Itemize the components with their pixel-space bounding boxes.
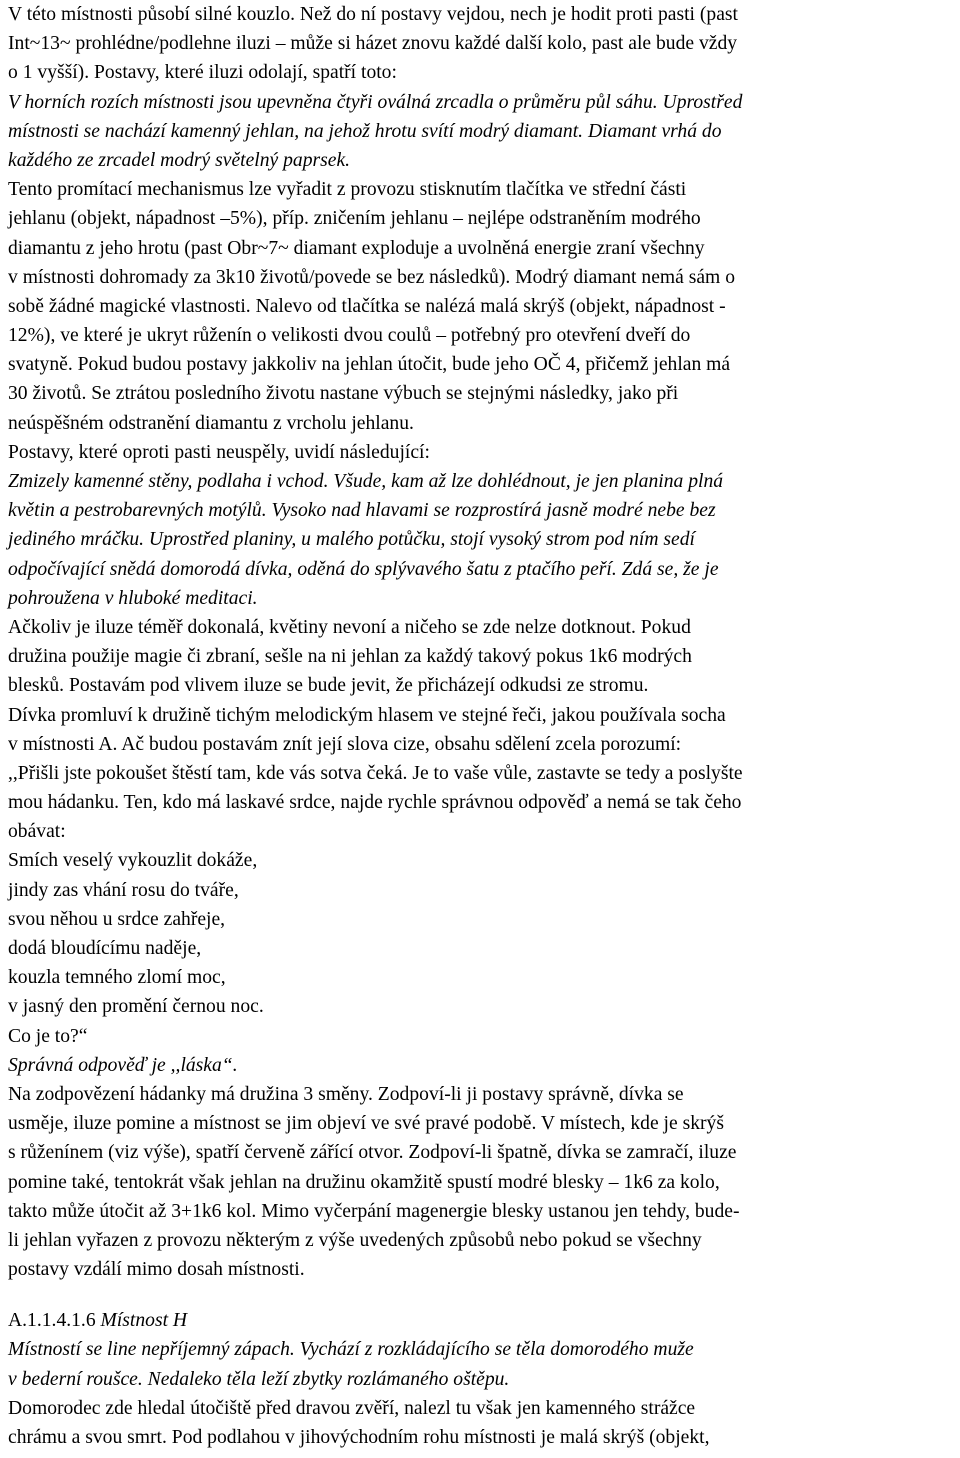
body-text: Smích veselý vykouzlit dokáže,: [8, 850, 258, 872]
text-line: [8, 29, 952, 58]
text-line: [8, 934, 952, 963]
text-line: [8, 409, 952, 438]
text-line: [8, 438, 952, 467]
body-text: takto může útočit až 3+1k6 kol. Mimo vyčerpání magenergie blesky ustanou jen tehdy, bude-: [8, 1200, 740, 1222]
text-line: [8, 467, 952, 496]
text-line: [8, 321, 952, 350]
text-line: [8, 496, 952, 525]
body-text: jindy zas vhání rosu do tváře,: [8, 879, 239, 901]
body-text: blesků. Postavám pod vlivem iluze se bude jevit, že přicházejí odkudsi ze stromu.: [8, 675, 649, 697]
italic-text: místnosti se nachází kamenný jehlan, na jehož hrotu svítí modrý diamant.: [8, 120, 584, 142]
body-text: Int~13~ prohlédne/podlehne iluzi – může si házet znovu každé další kolo, past ale bude vždy: [8, 33, 738, 55]
text-line: [8, 905, 952, 934]
text-line: [8, 1109, 952, 1138]
body-text: 30 životů. Se ztrátou posledního životu nastane výbuch se stejnými následky, jako při: [8, 383, 679, 405]
text-line: [8, 992, 952, 1021]
body-text: chrámu a svou smrt. Pod podlahou v jihovýchodním rohu místnosti je malá skrýš (objekt,: [8, 1427, 710, 1448]
body-text: postavy vzdálí mimo dosah místnosti.: [8, 1259, 305, 1281]
text-line: [8, 525, 952, 554]
text-line: [8, 292, 952, 321]
text-line: [8, 759, 952, 788]
text-line: [8, 58, 952, 87]
text-line: [8, 1080, 952, 1109]
body-text: družina použije magie či zbraní, sešle na ni jehlan za každý takový pokus 1k6 modrých: [8, 646, 692, 668]
body-text: v jasný den promění černou noc.: [8, 996, 264, 1018]
italic-text: Místností se line nepříjemný zápach. Vychází z rozkládajícího se těla domorodého muže: [8, 1339, 694, 1361]
body-text: dodá bloudícímu naděje,: [8, 938, 202, 959]
text-line: [8, 1365, 952, 1394]
text-line: [8, 876, 952, 905]
body-text: Postavy, které oproti pasti neuspěly, uvidí následující:: [8, 441, 430, 463]
text-line: [8, 788, 952, 817]
italic-text: Správná odpověď je ,,láska“.: [8, 1054, 238, 1076]
body-text: v místnosti A. Ač budou postavám znít její slova cize, obsahu sdělení zcela porozumí:: [8, 733, 682, 755]
body-text: neúspěšném odstranění diamantu z vrcholu jehlanu.: [8, 412, 414, 434]
body-text: li jehlan vyřazen z provozu některým z výše uvedených způsobů nebo pokud se všechny: [8, 1229, 702, 1251]
text-line: [8, 263, 952, 292]
italic-text: květin a pestrobarevných motýlů. Vysoko nad hlavami se rozprostírá jasně modré nebe bez: [8, 500, 716, 522]
body-text: A.1.1.4.1.6: [8, 1310, 101, 1332]
body-text: o 1 vyšší). Postavy, které iluzi odolají, spatří toto:: [8, 62, 397, 84]
body-text: kouzla temného zlomí moc,: [8, 967, 226, 989]
text-line: [8, 555, 952, 584]
text-line: [8, 1197, 952, 1226]
text-line: [8, 1226, 952, 1255]
body-text: mou hádanku. Ten, kdo má laskavé srdce, najde rychle správnou odpověď a nemá se tak čeho: [8, 792, 742, 814]
italic-text: jediného mráčku. Uprostřed planiny, u malého potůčku, stojí vysoký strom pod ním sedí: [8, 529, 695, 551]
text-line: [8, 117, 952, 146]
text-line: [8, 146, 952, 175]
text-line: [8, 730, 952, 759]
text-line: [8, 88, 952, 117]
text-line: [8, 1022, 952, 1051]
text-line: [8, 1423, 952, 1452]
text-line: [8, 350, 952, 379]
text-line: [8, 613, 952, 642]
italic-text: odpočívající snědá domorodá dívka, oděná do splývavého šatu z ptačího peří. Zdá se, že je: [8, 558, 719, 580]
italic-text: každého ze zrcadel modrý světelný paprsek.: [8, 149, 351, 171]
body-text: usměje, iluze pomine a místnost se jim objeví ve své pravé podobě. V místech, kde je skrýš: [8, 1113, 724, 1135]
body-text: v místnosti dohromady za 3k10 životů/povede se bez následků). Modrý diamant nemá sám o: [8, 266, 735, 288]
body-text: Ačkoliv je iluze téměř dokonalá, květiny nevoní a ničeho se zde nelze dotknout. Pokud: [8, 616, 691, 638]
body-text: Na zodpovězení hádanky má družina 3 směny. Zodpoví-li ji postavy správně, dívka se: [8, 1083, 684, 1105]
body-text: obávat:: [8, 821, 66, 843]
text-line: [8, 671, 952, 700]
body-text: svou něhou u srdce zahřeje,: [8, 908, 226, 930]
text-line: [8, 1051, 952, 1080]
text-line: [8, 379, 952, 408]
text-line: [8, 701, 952, 730]
body-text: pomine také, tentokrát však jehlan na družinu okamžitě spustí modré blesky – 1k6 za kolo,: [8, 1171, 720, 1193]
italic-text: Zmizely kamenné stěny, podlaha i vchod. Všude, kam až lze dohlédnout, je jen planina plná: [8, 471, 724, 492]
text-line: [8, 1255, 952, 1284]
text-line: [8, 817, 952, 846]
text-line: [8, 204, 952, 233]
body-text: Tento promítací mechanismus lze vyřadit z provozu stisknutím tlačítka ve střední části: [8, 179, 687, 201]
body-text: V této místnosti působí silné kouzlo. Než do ní postavy vejdou, nech je hodit proti pasti (past: [8, 4, 738, 25]
text-line: [8, 0, 952, 29]
text-line: [8, 846, 952, 875]
body-text: sobě žádné magické vlastnosti. Nalevo od tlačítka se nalézá malá skrýš (objekt, nápadnost -: [8, 295, 726, 317]
body-text: Dívka promluví k družině tichým melodickým hlasem ve stejné řeči, jakou používala socha: [8, 704, 726, 726]
italic-text: v bederní roušce. Nedaleko těla leží zbytky rozlámaného oštěpu.: [8, 1368, 510, 1390]
italic-text: Uprostřed: [657, 91, 743, 113]
text-line: [8, 234, 952, 263]
text-line: [8, 1168, 952, 1197]
text-line: [8, 1394, 952, 1423]
paragraph-gap: [8, 1284, 952, 1306]
text-line: [8, 1335, 952, 1364]
body-text: ,,Přišli jste pokoušet štěstí tam, kde vás sotva čeká. Je to vaše vůle, zastavte se tedy a poslyšte: [8, 762, 743, 784]
text-line: [8, 642, 952, 671]
text-line: [8, 175, 952, 204]
body-text: diamantu z jeho hrotu (past Obr~7~ diamant exploduje a uvolněná energie zraní všechny: [8, 237, 705, 259]
italic-text: V horních rozích místnosti jsou upevněna čtyři oválná zrcadla o průměru půl sáhu.: [8, 91, 658, 113]
italic-text: pohroužena v hluboké meditaci.: [8, 587, 258, 609]
body-text: jehlanu (objekt, nápadnost –5%), příp. zničením jehlanu – nejlépe odstraněním modrého: [8, 208, 701, 230]
text-line: [8, 963, 952, 992]
body-text: 12%), ve které je ukryt růženín o velikosti dvou coulů – potřebný pro otevření dveří do: [8, 325, 691, 347]
body-text: Co je to?“: [8, 1025, 88, 1047]
italic-text: Diamant vrhá do: [583, 120, 722, 142]
text-line: [8, 1306, 952, 1335]
body-text: s růženínem (viz výše), spatří červeně zářící otvor. Zodpoví-li špatně, dívka se zamračí, iluze: [8, 1142, 737, 1164]
text-line: [8, 584, 952, 613]
text-line: [8, 1138, 952, 1167]
body-text: svatyně. Pokud budou postavy jakkoliv na jehlan útočit, bude jeho OČ 4, přičemž jehlan má: [8, 354, 731, 376]
italic-text: Místnost H: [100, 1310, 188, 1332]
body-text: Domorodec zde hledal útočiště před dravou zvěří, nalezl tu však jen kamenného strážce: [8, 1397, 696, 1419]
